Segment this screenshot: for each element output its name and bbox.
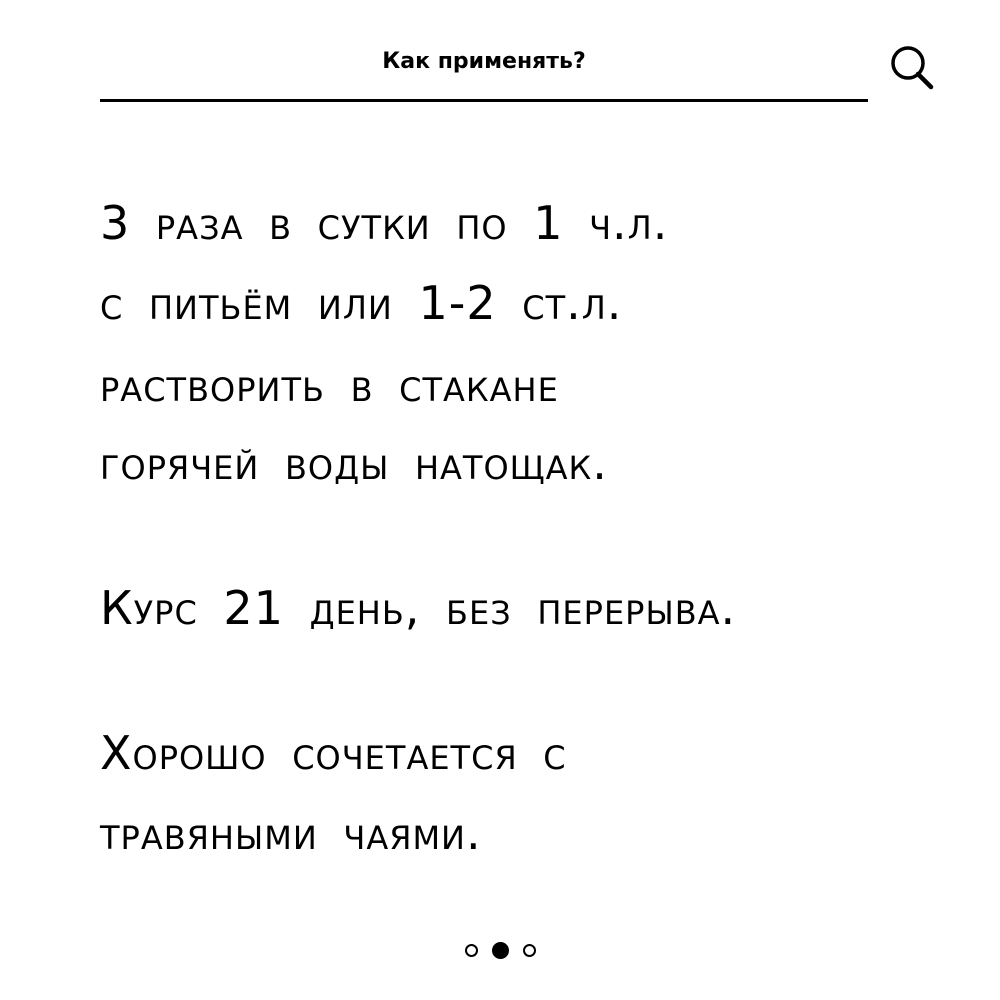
combo-line-1: Хорошо сочетается с: [100, 726, 567, 780]
pagination-dot[interactable]: [465, 944, 478, 957]
dosage-line-3: растворить в стакане: [100, 358, 559, 412]
search-icon[interactable]: [886, 40, 944, 98]
pagination-dot-active[interactable]: [492, 942, 509, 959]
pagination-dots: [0, 940, 1000, 960]
dosage-line-4: горячей воды натощак.: [100, 436, 608, 490]
dosage-line-1: 3 раза в сутки по 1 ч.л.: [100, 196, 669, 250]
pagination-dot[interactable]: [523, 944, 536, 957]
header-divider: [100, 99, 868, 102]
page-title: Как применять?: [382, 49, 586, 74]
dosage-line-2: с питьём или 1-2 ст.л.: [100, 276, 623, 330]
combo-line-2: травяными чаями.: [100, 806, 482, 860]
course-line: Курс 21 день, без перерыва.: [100, 581, 737, 635]
